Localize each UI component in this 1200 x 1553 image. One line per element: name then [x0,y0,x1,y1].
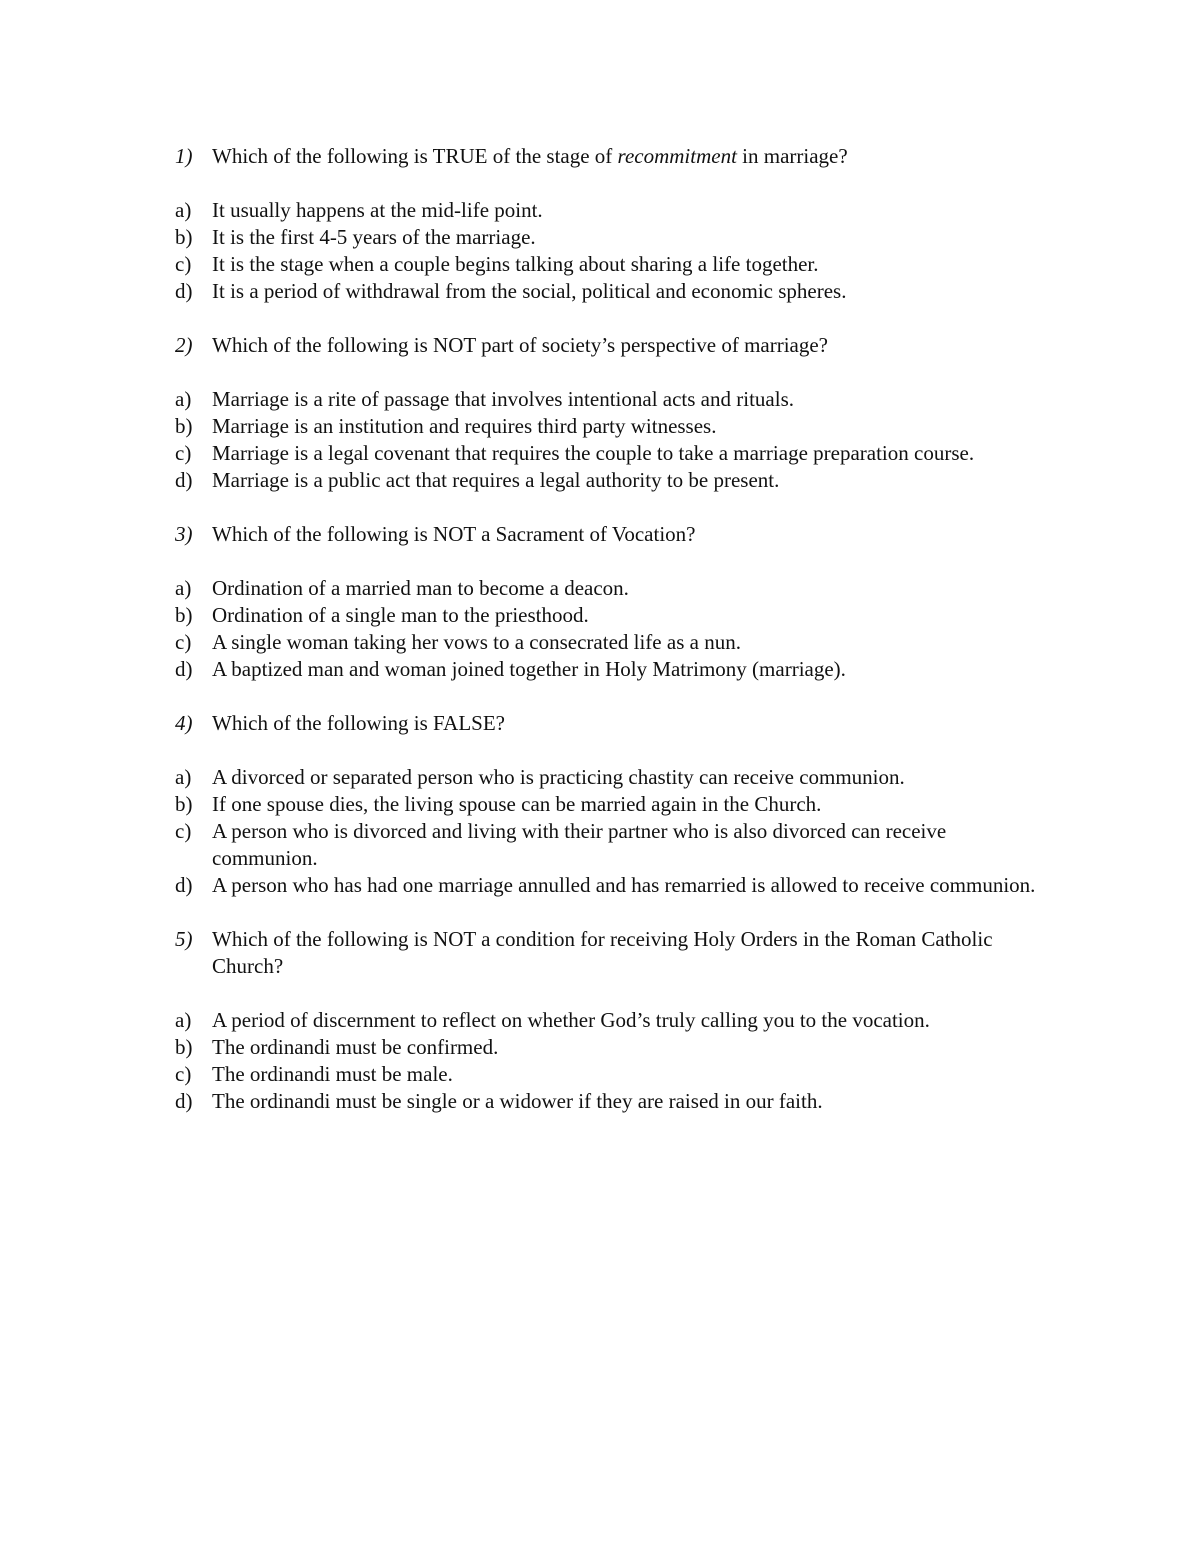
option-letter: b) [175,225,193,249]
option-text: The ordinandi must be single or a widower if they are raised in our faith. [212,1089,823,1113]
option-letter: a) [175,576,192,600]
answer-option [175,1061,1055,1088]
option-letter: a) [175,387,192,411]
option-text: Marriage is an institution and requires third party witnesses. [212,414,717,438]
option-text: Marriage is a legal covenant that requires the couple to take a marriage preparation course. [212,441,975,465]
question-text: Which of the following is NOT a Sacrament of Vocation? [212,522,696,546]
option-letter: d) [175,468,193,492]
option-letter: b) [175,414,193,438]
answer-option [175,251,1055,278]
option-text: It is the stage when a couple begins talking about sharing a life together. [212,252,819,276]
option-text: A person who has had one marriage annulled and has remarried is allowed to receive communion. [212,873,1036,897]
answer-option [175,764,1055,791]
answer-option [175,629,1055,656]
question-number: 3) [175,522,193,546]
answer-option [175,224,1055,251]
answer-options [175,764,1055,899]
answer-options [175,386,1055,494]
option-letter: c) [175,252,192,276]
question-text: Which of the following is NOT part of society’s perspective of marriage? [212,333,829,357]
option-letter: a) [175,198,192,222]
question-text-part: in marriage? [736,144,848,168]
option-text: A baptized man and woman joined together in Holy Matrimony (marriage). [212,657,846,681]
option-text: Marriage is a public act that requires a legal authority to be present. [212,468,780,492]
option-text: Ordination of a single man to the priesthood. [212,603,589,627]
option-text: The ordinandi must be male. [212,1062,453,1086]
question-number: 5) [175,927,193,951]
answer-option [175,656,1055,683]
question-text: Which of the following is FALSE? [212,711,505,735]
option-text: It usually happens at the mid-life point. [212,198,543,222]
answer-option [175,413,1055,440]
option-text: It is the first 4-5 years of the marriage. [212,225,536,249]
option-letter: c) [175,441,192,465]
option-letter: b) [175,792,193,816]
option-letter: d) [175,279,193,303]
option-letter: d) [175,873,193,897]
question-stem [175,143,1055,170]
answer-option [175,1007,1055,1034]
option-text: A divorced or separated person who is practicing chastity can receive communion. [212,765,905,789]
answer-option [175,1034,1055,1061]
answer-option [175,791,1055,818]
answer-options [175,575,1055,683]
question-number: 4) [175,711,193,735]
question-stem [175,710,1055,737]
option-letter: a) [175,1008,192,1032]
option-letter: d) [175,657,193,681]
option-text: A period of discernment to reflect on whether God’s truly calling you to the vocation. [212,1008,930,1032]
answer-options [175,197,1055,305]
question-text-emphasis: recommitment [617,144,737,168]
answer-option [175,872,1055,899]
quiz-content [175,143,1055,1142]
option-text: If one spouse dies, the living spouse can be married again in the Church. [212,792,822,816]
option-text: A single woman taking her vows to a consecrated life as a nun. [212,630,741,654]
question-number: 2) [175,333,193,357]
option-letter: a) [175,765,192,789]
option-text: Ordination of a married man to become a deacon. [212,576,629,600]
question-2 [175,332,1055,494]
answer-option [175,197,1055,224]
question-text: Which of the following is NOT a condition for receiving Holy Orders in the Roman Catholic Church? [212,927,993,978]
option-letter: c) [175,819,192,843]
answer-options [175,1007,1055,1115]
answer-option [175,1088,1055,1115]
answer-option [175,575,1055,602]
option-letter: d) [175,1089,193,1113]
question-stem [175,332,1055,359]
question-3 [175,521,1055,683]
option-letter: b) [175,1035,193,1059]
answer-option [175,602,1055,629]
question-text [212,143,1055,170]
option-letter: c) [175,1062,192,1086]
option-letter: b) [175,603,193,627]
question-stem [175,926,1055,980]
option-text: A person who is divorced and living with their partner who is also divorced can receive communion. [212,819,947,870]
answer-option [175,467,1055,494]
question-stem [175,521,1055,548]
option-text: The ordinandi must be confirmed. [212,1035,499,1059]
question-5 [175,926,1055,1115]
option-text: Marriage is a rite of passage that involves intentional acts and rituals. [212,387,794,411]
answer-option [175,440,1055,467]
question-number: 1) [175,144,193,168]
option-text: It is a period of withdrawal from the social, political and economic spheres. [212,279,847,303]
answer-option [175,386,1055,413]
question-4 [175,710,1055,899]
answer-option [175,278,1055,305]
question-text-part: Which of the following is TRUE of the stage of [212,144,618,168]
question-1 [175,143,1055,305]
answer-option [175,818,1055,872]
option-letter: c) [175,630,192,654]
